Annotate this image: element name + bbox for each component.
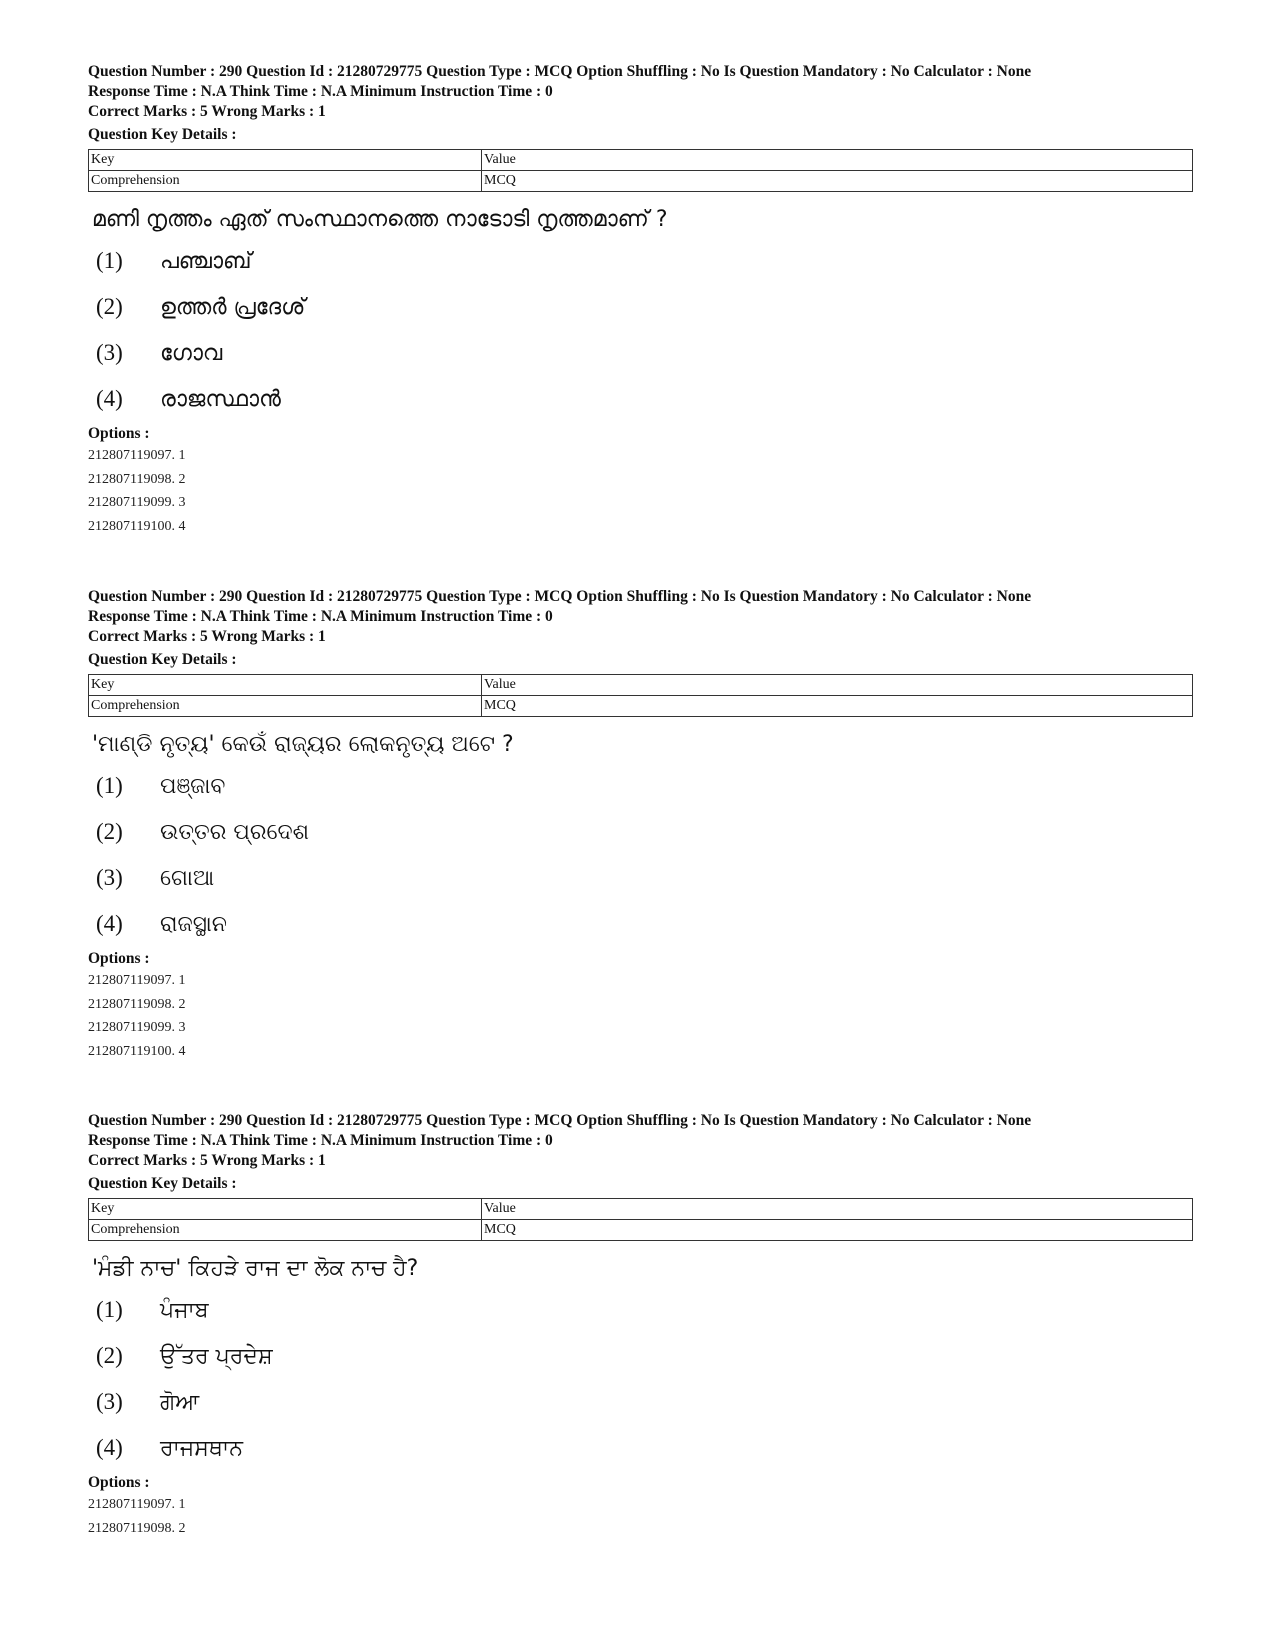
table-cell-value: MCQ — [482, 1220, 1193, 1241]
option-number: (1) — [96, 773, 123, 798]
option-code: 212807119098. 2 — [88, 996, 186, 1012]
table-header-value: Value — [482, 675, 1193, 696]
option-text: ପଞ୍ଜାବ — [160, 774, 226, 799]
option-code: 212807119098. 2 — [88, 1520, 186, 1536]
option-text: ଗୋଆ — [160, 866, 215, 891]
options-label: Options : — [88, 1474, 150, 1491]
option-text: ਰਾਜਸਥਾਨ — [160, 1436, 243, 1461]
option-code: 212807119099. 3 — [88, 1020, 186, 1035]
table-row — [89, 696, 1193, 717]
question-block — [88, 1111, 1193, 1540]
key-details-label: Question Key Details : — [88, 651, 237, 668]
question-text: 'ମାଣ୍ଡି ନୃତ୍ୟ' କେଉଁ ରାଜ୍ୟର ଲୋକନୃତ୍ୟ ଅଟେ ? — [92, 732, 514, 757]
table-header-key: Key — [89, 1199, 482, 1220]
option-item — [96, 238, 1193, 284]
key-details-table — [88, 674, 1193, 717]
option-code: 212807119100. 4 — [88, 518, 186, 534]
option-number: (3) — [96, 340, 123, 365]
question-text: മണി നൃത്തം ഏത് സംസ്ഥാനത്തെ നാടോടി നൃത്തമാണ് ? — [92, 207, 668, 232]
option-text: ഗോവ — [160, 341, 223, 366]
marks-line: Correct Marks : 5 Wrong Marks : 1 — [88, 103, 326, 120]
option-code: 212807119097. 1 — [88, 973, 186, 988]
option-text: ਉੱਤਰ ਪ੍ਰਦੇਸ਼ — [160, 1344, 273, 1369]
option-item — [96, 809, 1193, 855]
option-item — [96, 1379, 1193, 1425]
option-code: 212807119098. 2 — [88, 471, 186, 487]
option-number: (1) — [96, 1297, 123, 1322]
option-number: (3) — [96, 865, 123, 890]
table-cell-key: Comprehension — [89, 171, 482, 192]
option-item — [96, 284, 1193, 330]
table-header-key: Key — [89, 150, 482, 171]
key-details-table — [88, 1198, 1193, 1241]
question-meta-line: Question Number : 290 Question Id : 21280729775 Question Type : MCQ Option Shuffling : No Is Question Mandatory : No Calculator : None — [88, 588, 1032, 605]
option-number: (3) — [96, 1389, 123, 1414]
option-item — [96, 330, 1193, 376]
question-meta-line: Question Number : 290 Question Id : 21280729775 Question Type : MCQ Option Shuffling : No Is Question Mandatory : No Calculator : None — [88, 63, 1032, 80]
question-block — [88, 62, 1193, 538]
option-text: രാജസ്ഥാൻ — [160, 387, 281, 412]
table-cell-value: MCQ — [482, 696, 1193, 717]
response-time-line: Response Time : N.A Think Time : N.A Minimum Instruction Time : 0 — [88, 608, 553, 625]
options-label: Options : — [88, 425, 150, 442]
option-number: (2) — [96, 1343, 123, 1368]
option-number: (2) — [96, 294, 123, 319]
table-header-value: Value — [482, 150, 1193, 171]
option-text: ਗੋਆ — [160, 1390, 200, 1415]
table-header-row — [89, 675, 1193, 696]
key-details-label: Question Key Details : — [88, 1175, 237, 1192]
table-header-row — [89, 1199, 1193, 1220]
option-item — [96, 1333, 1193, 1379]
options-label: Options : — [88, 950, 150, 967]
table-row — [89, 1220, 1193, 1241]
question-block — [88, 587, 1193, 1063]
table-header-value: Value — [482, 1199, 1193, 1220]
table-header-row — [89, 150, 1193, 171]
response-time-line: Response Time : N.A Think Time : N.A Minimum Instruction Time : 0 — [88, 83, 553, 100]
marks-line: Correct Marks : 5 Wrong Marks : 1 — [88, 628, 326, 645]
option-number: (4) — [96, 386, 123, 411]
table-row — [89, 171, 1193, 192]
option-item — [96, 1425, 1193, 1471]
option-code: 212807119097. 1 — [88, 1497, 186, 1512]
option-number: (4) — [96, 1435, 123, 1460]
option-item — [96, 901, 1193, 947]
key-details-table — [88, 149, 1193, 192]
option-text: ਪੰਜਾਬ — [160, 1298, 209, 1323]
question-text: 'ਮੰਡੀ ਨਾਚ' ਕਿਹੜੇ ਰਾਜ ਦਾ ਲੋਕ ਨਾਚ ਹੈ? — [92, 1256, 419, 1281]
response-time-line: Response Time : N.A Think Time : N.A Minimum Instruction Time : 0 — [88, 1132, 553, 1149]
option-item — [96, 376, 1193, 422]
option-text: ଉତ୍ତର ପ୍ରଦେଶ — [160, 820, 310, 845]
option-text: ରାଜସ୍ଥାନ — [160, 912, 227, 937]
question-meta-line: Question Number : 290 Question Id : 21280729775 Question Type : MCQ Option Shuffling : No Is Question Mandatory : No Calculator : None — [88, 1112, 1032, 1129]
option-number: (2) — [96, 819, 123, 844]
option-text: ഉത്തർ പ്രദേശ് — [160, 295, 306, 320]
option-code: 212807119099. 3 — [88, 495, 186, 510]
marks-line: Correct Marks : 5 Wrong Marks : 1 — [88, 1152, 326, 1169]
table-cell-value: MCQ — [482, 171, 1193, 192]
key-details-label: Question Key Details : — [88, 126, 237, 143]
option-code: 212807119097. 1 — [88, 448, 186, 463]
option-item — [96, 855, 1193, 901]
option-number: (4) — [96, 911, 123, 936]
option-item — [96, 763, 1193, 809]
option-text: പഞ്ചാബ് — [160, 249, 252, 274]
table-cell-key: Comprehension — [89, 696, 482, 717]
option-number: (1) — [96, 248, 123, 273]
table-cell-key: Comprehension — [89, 1220, 482, 1241]
table-header-key: Key — [89, 675, 482, 696]
option-item — [96, 1287, 1193, 1333]
option-code: 212807119100. 4 — [88, 1043, 186, 1059]
